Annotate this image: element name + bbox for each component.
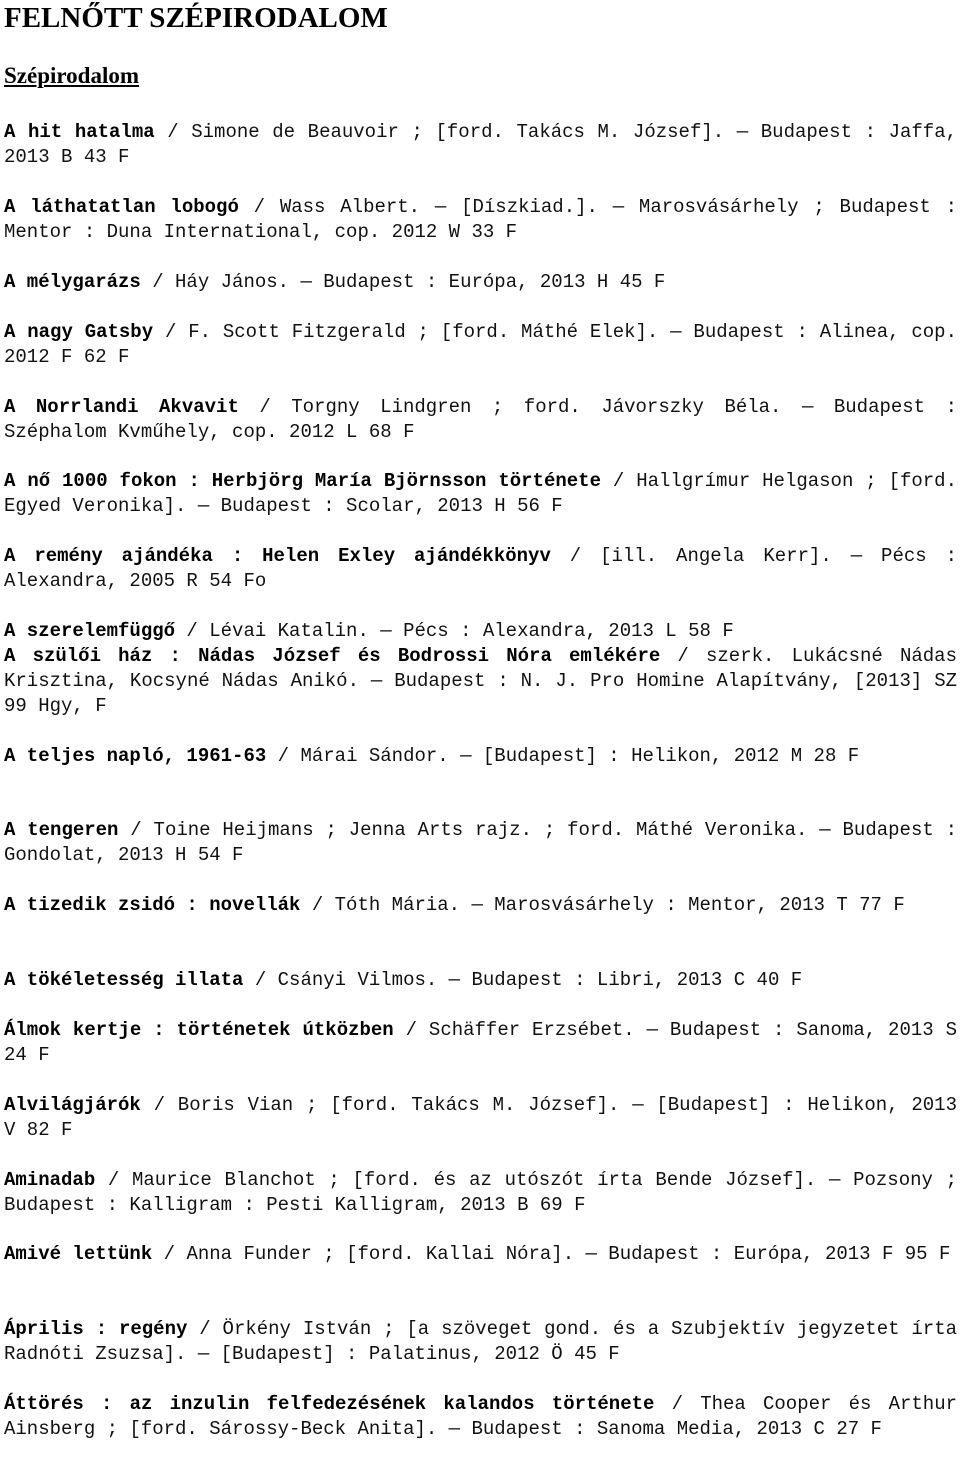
- entry-title: A nő 1000 fokon : Herbjörg María Björnsson története: [4, 470, 601, 492]
- catalog-entry: [4, 744, 957, 769]
- catalog-entry: [4, 1093, 957, 1143]
- entry-details: / Simone de Beauvoir ; [ford. Takács M. József]. — Budapest : Jaffa, 2013 B 43 F: [4, 121, 957, 168]
- entry-details: / F. Scott Fitzgerald ; [ford. Máthé Elek]. — Budapest : Alinea, cop. 2012 F 62 F: [4, 321, 957, 368]
- catalog-entry: [4, 270, 957, 295]
- entry-title: A mélygarázs: [4, 271, 141, 293]
- section-heading: Szépirodalom: [4, 63, 140, 88]
- catalog-entry: [4, 395, 957, 445]
- catalog-entry: [4, 320, 957, 370]
- entry-details: / Wass Albert. — [Díszkiad.]. — Marosvásárhely ; Budapest : Mentor : Duna International, cop. 2012 W 33 F: [4, 196, 957, 243]
- entry-title: A hit hatalma: [4, 121, 155, 143]
- catalog-entry: [4, 619, 957, 644]
- entry-details: / Torgny Lindgren ; ford. Jávorszky Béla. — Budapest : Széphalom Kvműhely, cop. 2012 L 68 F: [4, 396, 957, 443]
- catalog-entry: [4, 644, 957, 719]
- entry-title: A remény ajándéka : Helen Exley ajándékkönyv: [4, 545, 551, 567]
- catalog-entry: [4, 1392, 957, 1442]
- entry-details: / Tóth Mária. — Marosvásárhely : Mentor, 2013 T 77 F: [300, 894, 905, 916]
- entry-details: / Boris Vian ; [ford. Takács M. József]. — [Budapest] : Helikon, 2013 V 82 F: [4, 1094, 957, 1141]
- entry-details: / [ill. Angela Kerr]. — Pécs : Alexandra, 2005 R 54 Fo: [4, 545, 957, 592]
- catalog-entry: [4, 1317, 957, 1367]
- catalog-entry: [4, 469, 957, 519]
- entry-details: / Csányi Vilmos. — Budapest : Libri, 2013 C 40 F: [243, 969, 803, 991]
- catalog-entry: [4, 120, 957, 170]
- entry-details: / Hallgrímur Helgason ; [ford. Egyed Veronika]. — Budapest : Scolar, 2013 H 56 F: [4, 470, 957, 517]
- entry-title: A szülői ház : Nádas József és Bodrossi Nóra emlékére: [4, 645, 661, 667]
- entry-title: A tengeren: [4, 819, 119, 841]
- page-title: FELNŐTT SZÉPIRODALOM: [4, 2, 388, 34]
- entry-title: A tökéletesség illata: [4, 969, 244, 991]
- entry-details: / Schäffer Erzsébet. — Budapest : Sanoma, 2013 S 24 F: [4, 1019, 957, 1066]
- catalog-entry: [4, 893, 957, 918]
- entry-details: / Örkény István ; [a szöveget gond. és a Szubjektív jegyzetet írta Radnóti Zsuzsa]. — [Budapest] : Palatinus, 2012 Ö 45 F: [4, 1318, 957, 1365]
- entry-details: / Anna Funder ; [ford. Kallai Nóra]. — Budapest : Európa, 2013 F 95 F: [152, 1243, 951, 1265]
- entry-title: Aminadab: [4, 1169, 96, 1191]
- entry-title: Álmok kertje : történetek útközben: [4, 1019, 394, 1041]
- catalog-entry: [4, 968, 957, 993]
- entry-title: Alvilágjárók: [4, 1094, 141, 1116]
- entry-title: Áttörés : az inzulin felfedezésének kalandos története: [4, 1393, 655, 1415]
- entry-title: Amivé lettünk: [4, 1243, 153, 1265]
- entry-title: A szerelemfüggő: [4, 620, 176, 642]
- entry-details: / Lévai Katalin. — Pécs : Alexandra, 2013 L 58 F: [175, 620, 734, 642]
- catalog-entry: [4, 195, 957, 245]
- entry-title: A tizedik zsidó : novellák: [4, 894, 301, 916]
- catalog-entry: [4, 1242, 957, 1267]
- entry-title: A nagy Gatsby: [4, 321, 154, 343]
- entry-details: / szerk. Lukácsné Nádas Krisztina, Kocsyné Nádas Anikó. — Budapest : N. J. Pro Homine Alapítvány, [2013] SZ 99 Hgy, F: [4, 645, 957, 717]
- entry-details: / Maurice Blanchot ; [ford. és az utószót írta Bende József]. — Pozsony ; Budapest : Kalligram : Pesti Kalligram, 2013 B 69 F: [4, 1169, 957, 1216]
- catalog-entry: [4, 544, 957, 594]
- entry-title: A Norrlandi Akvavit: [4, 396, 239, 418]
- entry-details: / Háy János. — Budapest : Európa, 2013 H 45 F: [140, 271, 666, 293]
- entry-details: / Márai Sándor. — [Budapest] : Helikon, 2012 M 28 F: [266, 745, 860, 767]
- entry-details: / Toine Heijmans ; Jenna Arts rajz. ; ford. Máthé Veronika. — Budapest : Gondolat, 2013 H 54 F: [4, 819, 957, 866]
- entry-details: / Thea Cooper és Arthur Ainsberg ; [ford. Sárossy-Beck Anita]. — Budapest : Sanoma Media, 2013 C 27 F: [4, 1393, 957, 1440]
- entry-title: Április : regény: [4, 1318, 188, 1340]
- catalog-entry: [4, 1168, 957, 1218]
- catalog-entry: [4, 1018, 957, 1068]
- entry-title: A láthatatlan lobogó: [4, 196, 239, 218]
- catalog-entry: [4, 818, 957, 868]
- entry-title: A teljes napló, 1961-63: [4, 745, 267, 767]
